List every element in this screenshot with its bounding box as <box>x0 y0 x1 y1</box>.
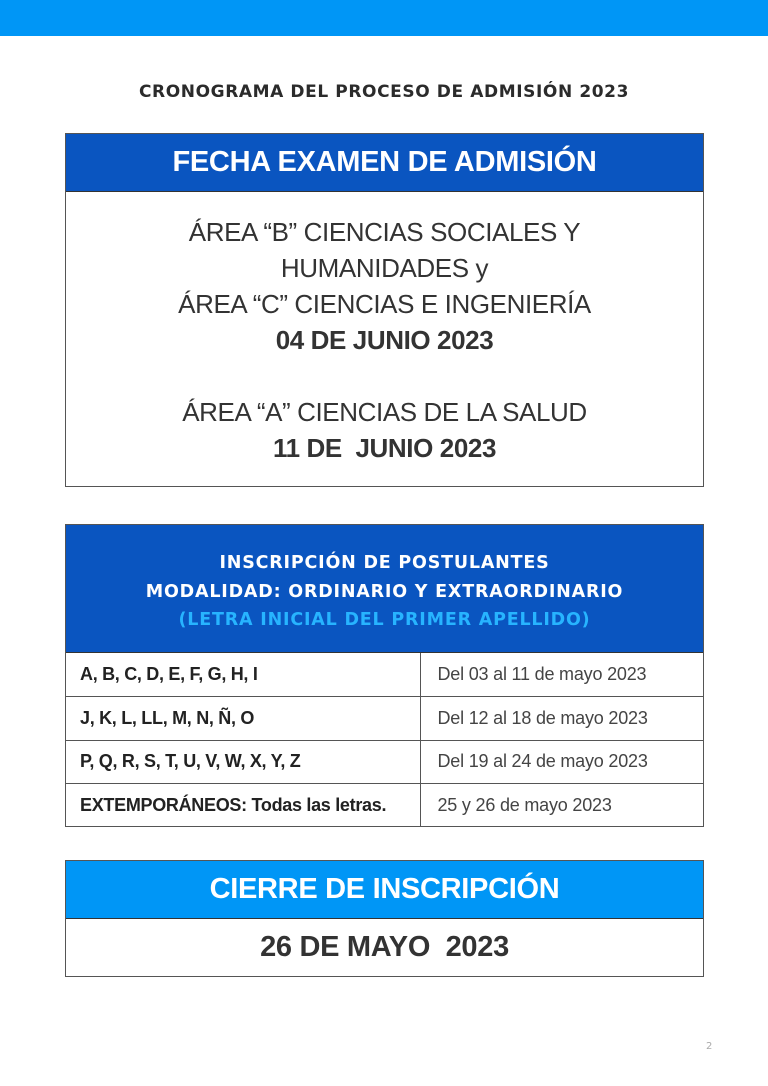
closing-date: 26 DE MAYO 2023 <box>260 931 509 963</box>
exam-date-box <box>65 133 704 487</box>
letters-cell: P, Q, R, S, T, U, V, W, X, Y, Z <box>66 740 420 784</box>
registration-modality: MODALIDAD: ORDINARIO Y EXTRAORDINARIO <box>145 581 624 602</box>
document-title: CRONOGRAMA DEL PROCESO DE ADMISIÓN 2023 <box>138 82 630 102</box>
table-row <box>66 740 703 784</box>
table-row <box>66 697 703 741</box>
closing-box <box>65 860 704 977</box>
registration-schedule-table <box>66 653 703 827</box>
page-number: 2 <box>706 1041 713 1052</box>
letters-cell: J, K, L, LL, M, N, Ñ, O <box>66 697 420 741</box>
registration-box <box>65 524 704 827</box>
area-b-line: ÁREA “B” CIENCIAS SOCIALES Y <box>188 217 581 247</box>
registration-note: (LETRA INICIAL DEL PRIMER APELLIDO) <box>178 610 591 630</box>
dates-cell: Del 12 al 18 de mayo 2023 <box>420 697 703 741</box>
area-b-line-2: HUMANIDADES y <box>280 253 489 283</box>
dates-cell: Del 03 al 11 de mayo 2023 <box>437 664 647 684</box>
letters-cell: EXTEMPORÁNEOS: Todas las letras. <box>66 784 420 828</box>
table-row <box>66 784 703 828</box>
closing-header: CIERRE DE INSCRIPCIÓN <box>66 861 703 919</box>
area-c-line: ÁREA “C” CIENCIAS E INGENIERÍA <box>178 289 591 319</box>
table-row <box>66 653 703 697</box>
spacer <box>66 358 703 394</box>
area-a-exam-date: 11 DE JUNIO 2023 <box>273 433 496 463</box>
letters-cell: A, B, C, D, E, F, G, H, I <box>66 653 420 697</box>
registration-header <box>66 525 703 653</box>
area-a-line: ÁREA “A” CIENCIAS DE LA SALUD <box>182 397 587 427</box>
exam-date-header: FECHA EXAMEN DE ADMISIÓN <box>66 134 703 192</box>
registration-title: INSCRIPCIÓN DE POSTULANTES <box>219 553 550 573</box>
dates-cell: Del 19 al 24 de mayo 2023 <box>420 740 703 784</box>
exam-date-body <box>66 192 703 466</box>
top-banner-bar <box>0 0 768 36</box>
area-bc-exam-date: 04 DE JUNIO 2023 <box>275 325 494 355</box>
dates-cell: 25 y 26 de mayo 2023 <box>420 784 703 828</box>
